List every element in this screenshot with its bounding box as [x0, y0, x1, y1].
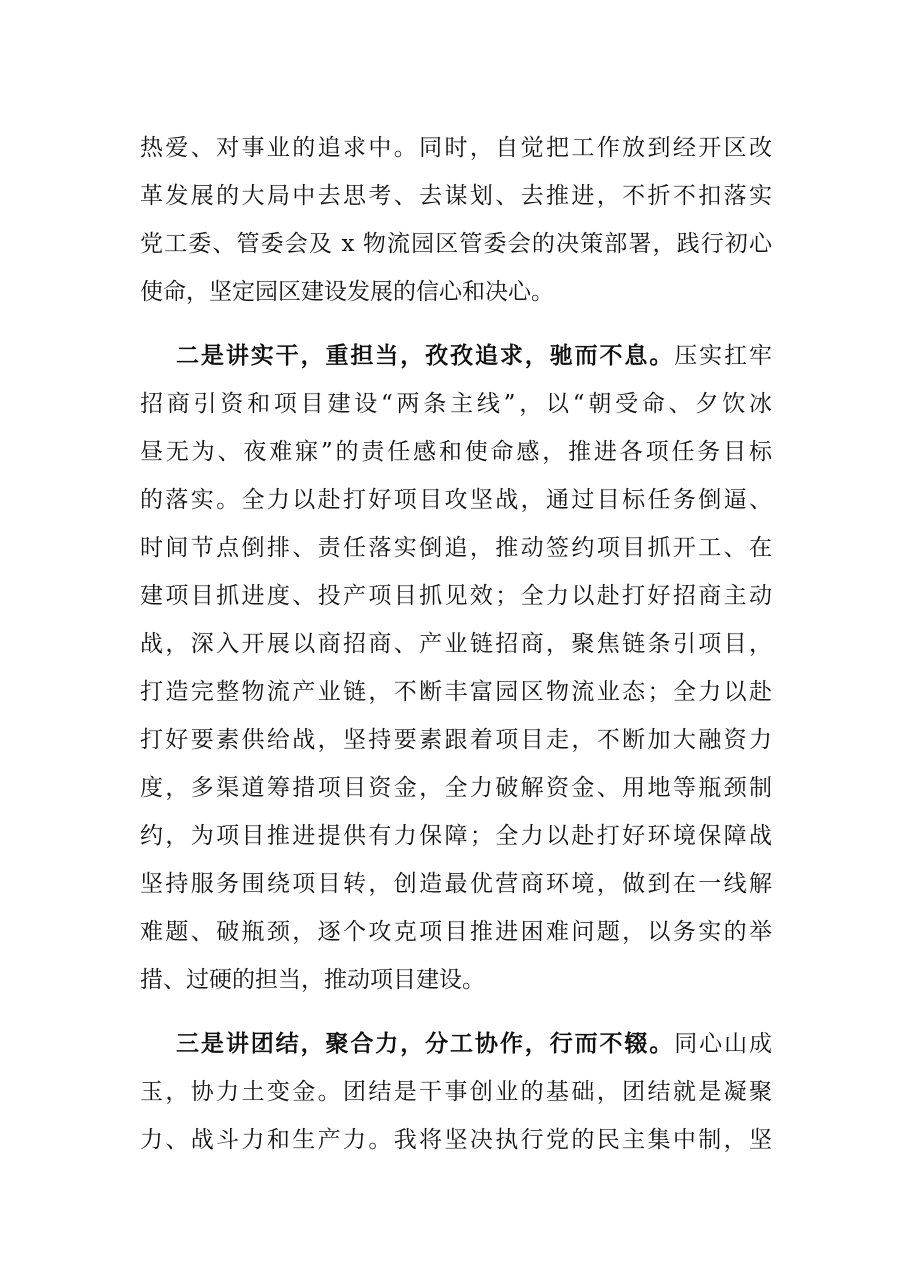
text-line: 玉，协力土变金。团结是干事创业的基础，团结就是凝聚	[140, 1079, 772, 1105]
text-line: 力、战斗力和生产力。我将坚决执行党的民主集中制，坚	[140, 1127, 772, 1153]
paragraph-gap	[140, 316, 772, 332]
paragraph-lead-heading: 二是讲实干，重担当，孜孜追求，驰而不息。	[176, 342, 675, 369]
paragraph-3	[140, 1020, 772, 1164]
text-line: 约，为项目推进提供有力保障；全力以赴打好环境保障战	[140, 823, 772, 849]
text-line: 度，多渠道筹措项目资金，全力破解资金、用地等瓶颈制	[140, 775, 772, 801]
text-line	[140, 332, 772, 380]
text-line: 措、过硬的担当，推动项目建设。	[140, 967, 485, 993]
text-line: 热爱、对事业的追求中。同时，自觉把工作放到经开区改	[140, 135, 772, 161]
text-line: 昼无为、夜难寐”的责任感和使命感，推进各项任务目标	[140, 439, 772, 465]
text-line: 打好要素供给战，坚持要素跟着项目走，不断加大融资力	[140, 727, 772, 753]
text-line: 党工委、管委会及 x 物流园区管委会的决策部署，践行初心	[140, 231, 772, 257]
text-line: 的落实。全力以赴打好项目攻坚战，通过目标任务倒逼、	[140, 487, 772, 513]
text-line: 建项目抓进度、投产项目抓见效；全力以赴打好招商主动	[140, 583, 772, 609]
text-line: 坚持服务围绕项目转，创造最优营商环境，做到在一线解	[140, 871, 772, 897]
text-line: 革发展的大局中去思考、去谋划、去推进，不折不扣落实	[140, 183, 772, 209]
text-line: 难题、破瓶颈，逐个攻克项目推进困难问题，以务实的举	[140, 919, 772, 945]
paragraph-lead-rest: 压实扛牢	[674, 343, 773, 369]
paragraph-1	[140, 124, 772, 316]
paragraph-gap	[140, 1004, 772, 1020]
paragraph-2	[140, 332, 772, 1004]
text-line: 打造完整物流产业链，不断丰富园区物流业态；全力以赴	[140, 679, 772, 705]
text-line: 时间节点倒排、责任落实倒追，推动签约项目抓开工、在	[140, 535, 772, 561]
paragraph-lead-heading: 三是讲团结，聚合力，分工协作，行而不辍。	[176, 1030, 675, 1057]
text-line: 战，深入开展以商招商、产业链招商，聚焦链条引项目，	[140, 631, 772, 657]
text-line	[140, 1020, 772, 1068]
text-line: 招商引资和项目建设“两条主线”，以“朝受命、夕饮冰	[140, 391, 772, 417]
text-line: 使命，坚定园区建设发展的信心和决心。	[140, 279, 554, 305]
paragraph-lead-rest: 同心山成	[674, 1031, 773, 1057]
document-body	[140, 124, 772, 1164]
